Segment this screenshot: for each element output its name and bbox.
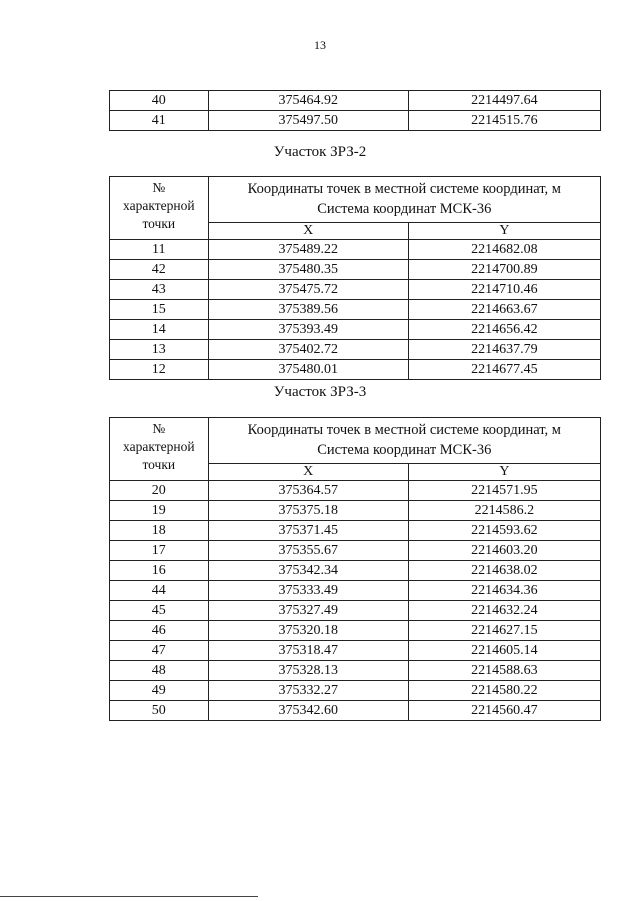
section-title-zrz-3: Участок ЗРЗ-3: [273, 384, 367, 400]
table-row: [110, 701, 601, 721]
point-number-header-line3: точки: [142, 216, 176, 231]
y-coordinate-cell: 2214710.46: [408, 280, 600, 300]
x-column-header: X: [208, 464, 408, 481]
x-coordinate-cell: 375371.45: [208, 521, 408, 541]
table-row: [110, 280, 601, 300]
table-row: [110, 340, 601, 360]
point-number-cell: 48: [110, 661, 209, 681]
table-row: [110, 661, 601, 681]
x-coordinate-cell: 375332.27: [208, 681, 408, 701]
point-number-cell: 15: [110, 300, 209, 320]
point-number-cell: 20: [110, 481, 209, 501]
coordinates-header-line2: Система координат МСК-36: [317, 442, 492, 458]
table-row: [110, 621, 601, 641]
point-number-cell: 17: [110, 541, 209, 561]
point-number-header-line3: точки: [142, 457, 176, 472]
x-coordinate-cell: 375393.49: [208, 320, 408, 340]
x-coordinate-cell: 375318.47: [208, 641, 408, 661]
point-number-cell: 42: [110, 260, 209, 280]
point-number-cell: 46: [110, 621, 209, 641]
x-coordinate-cell: 375402.72: [208, 340, 408, 360]
x-coordinate-cell: 375464.92: [208, 91, 408, 111]
point-number-cell: 43: [110, 280, 209, 300]
coordinates-table-zrz-2: [109, 176, 601, 380]
point-number-cell: 41: [110, 111, 209, 131]
table-row: [110, 260, 601, 280]
x-coordinate-cell: 375480.35: [208, 260, 408, 280]
x-coordinate-cell: 375355.67: [208, 541, 408, 561]
y-coordinate-cell: 2214627.15: [408, 621, 600, 641]
y-coordinate-cell: 2214656.42: [408, 320, 600, 340]
table-row: [110, 111, 601, 131]
table-body: [110, 481, 601, 721]
point-number-cell: 13: [110, 340, 209, 360]
coordinates-header: [208, 177, 600, 223]
y-coordinate-cell: 2214580.22: [408, 681, 600, 701]
y-coordinate-cell: 2214677.45: [408, 360, 600, 380]
point-number-header-line1: №: [152, 180, 166, 195]
y-coordinate-cell: 2214632.24: [408, 601, 600, 621]
x-coordinate-cell: 375333.49: [208, 581, 408, 601]
x-coordinate-cell: 375475.72: [208, 280, 408, 300]
table-row: [110, 501, 601, 521]
y-column-header: Y: [408, 464, 600, 481]
point-number-header-line2: характерной: [123, 198, 195, 213]
table-row: [110, 561, 601, 581]
x-coordinate-cell: 375342.60: [208, 701, 408, 721]
x-coordinate-cell: 375364.57: [208, 481, 408, 501]
point-number-header-line1: №: [152, 421, 166, 436]
table-body: [110, 240, 601, 380]
x-coordinate-cell: 375497.50: [208, 111, 408, 131]
x-column-header: X: [208, 223, 408, 240]
table-row: [110, 641, 601, 661]
point-number-cell: 40: [110, 91, 209, 111]
point-number-cell: 50: [110, 701, 209, 721]
point-number-header-line2: характерной: [123, 439, 195, 454]
table-row: [110, 240, 601, 260]
page-number: 13: [314, 38, 326, 52]
y-coordinate-cell: 2214515.76: [408, 111, 600, 131]
table-row: [110, 320, 601, 340]
table-body: [110, 91, 601, 131]
point-number-cell: 45: [110, 601, 209, 621]
x-coordinate-cell: 375327.49: [208, 601, 408, 621]
coordinates-header-line2: Система координат МСК-36: [317, 201, 492, 217]
point-number-cell: 11: [110, 240, 209, 260]
y-coordinate-cell: 2214603.20: [408, 541, 600, 561]
y-coordinate-cell: 2214588.63: [408, 661, 600, 681]
y-coordinate-cell: 2214497.64: [408, 91, 600, 111]
table-row: [110, 681, 601, 701]
y-coordinate-cell: 2214682.08: [408, 240, 600, 260]
x-coordinate-cell: 375389.56: [208, 300, 408, 320]
point-number-header: [110, 418, 209, 481]
y-coordinate-cell: 2214634.36: [408, 581, 600, 601]
y-coordinate-cell: 2214605.14: [408, 641, 600, 661]
x-coordinate-cell: 375480.01: [208, 360, 408, 380]
y-coordinate-cell: 2214638.02: [408, 561, 600, 581]
table-row: [110, 601, 601, 621]
table-row: [110, 91, 601, 111]
y-coordinate-cell: 2214637.79: [408, 340, 600, 360]
y-coordinate-cell: 2214700.89: [408, 260, 600, 280]
point-number-cell: 12: [110, 360, 209, 380]
point-number-cell: 14: [110, 320, 209, 340]
point-number-cell: 47: [110, 641, 209, 661]
table-row: [110, 581, 601, 601]
point-number-cell: 16: [110, 561, 209, 581]
section-title-zrz-2: Участок ЗРЗ-2: [273, 144, 367, 160]
footnote-divider: [0, 896, 258, 897]
y-coordinate-cell: 2214571.95: [408, 481, 600, 501]
table-row: [110, 300, 601, 320]
point-number-cell: 44: [110, 581, 209, 601]
coordinates-header: [208, 418, 600, 464]
table-row: [110, 541, 601, 561]
y-column-header: Y: [408, 223, 600, 240]
x-coordinate-cell: 375342.34: [208, 561, 408, 581]
coordinates-header-line1: Координаты точек в местной системе координат, м: [247, 422, 561, 438]
point-number-cell: 18: [110, 521, 209, 541]
table-row: [110, 481, 601, 501]
y-coordinate-cell: 2214663.67: [408, 300, 600, 320]
y-coordinate-cell: 2214560.47: [408, 701, 600, 721]
coordinates-table-continuation: [109, 90, 601, 131]
x-coordinate-cell: 375328.13: [208, 661, 408, 681]
point-number-header: [110, 177, 209, 240]
coordinates-header-line1: Координаты точек в местной системе координат, м: [247, 181, 561, 197]
coordinates-table-zrz-3: [109, 417, 601, 721]
table-row: [110, 521, 601, 541]
table-row: [110, 360, 601, 380]
x-coordinate-cell: 375489.22: [208, 240, 408, 260]
y-coordinate-cell: 2214586.2: [408, 501, 600, 521]
x-coordinate-cell: 375375.18: [208, 501, 408, 521]
point-number-cell: 19: [110, 501, 209, 521]
x-coordinate-cell: 375320.18: [208, 621, 408, 641]
y-coordinate-cell: 2214593.62: [408, 521, 600, 541]
point-number-cell: 49: [110, 681, 209, 701]
